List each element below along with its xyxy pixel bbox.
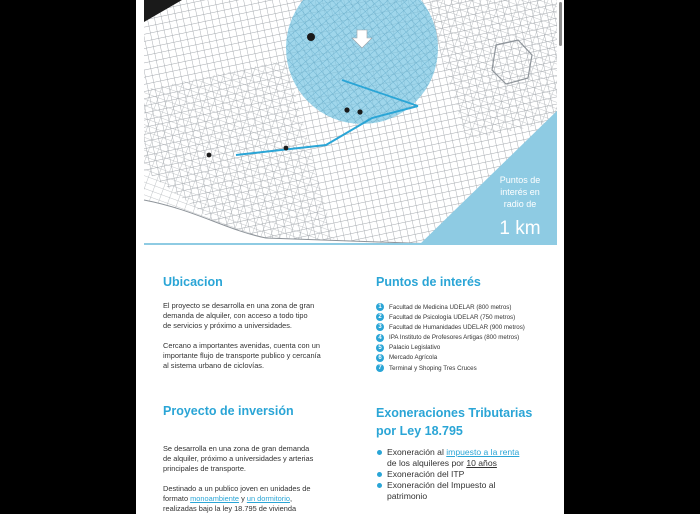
text-fragment: , (289, 494, 293, 503)
text-fragment: formato (163, 494, 191, 503)
location-map (136, 0, 564, 245)
text-line: importante flujo de transporte publico y cercanía (163, 351, 321, 360)
text-fragment: y (239, 494, 247, 503)
tax-list (376, 447, 558, 502)
poi-item (376, 302, 556, 312)
inversion-text (163, 444, 363, 514)
poi-number: 2 (376, 313, 384, 321)
text-line: de alquiler, próximo a universidades y arterias (163, 454, 314, 463)
text-fragment: Exoneración al (387, 447, 447, 457)
text-line: Se desarrolla en una zona de gran demanda (163, 444, 310, 453)
scrollbar-thumb[interactable] (559, 2, 562, 46)
text-line: Cercano a importantes avenidas, cuenta con un (163, 341, 320, 350)
ubicacion-text (163, 301, 363, 381)
highlight-dormitorio: un dormitorio (246, 494, 290, 503)
poi-label: IPA Instituto de Profesores Artigas (800 metros) (389, 334, 520, 342)
poi-label: Mercado Agrícola (389, 354, 438, 362)
poi-label: Facultad de Psicología UDELAR (750 metros) (389, 313, 516, 321)
map-caption (484, 174, 556, 242)
poi-label: Facultad de Medicina UDELAR (800 metros) (389, 303, 512, 311)
poi-marker (284, 146, 289, 151)
text-fragment: Exoneración del ITP (387, 469, 465, 479)
bullet-icon (377, 483, 382, 488)
poi-item (376, 343, 556, 353)
poi-number: 7 (376, 364, 384, 372)
poi-number: 1 (376, 303, 384, 311)
caption-line: radio de (503, 199, 537, 209)
text-line: de servicios y próximo a universidades. (163, 321, 292, 330)
text-line: al sistema urbano de ciclovías. (163, 361, 265, 370)
poi-marker (307, 33, 315, 41)
tax-item (376, 447, 558, 469)
poi-label: Facultad de Humanidades UDELAR (900 metros) (389, 323, 525, 331)
poi-item (376, 363, 556, 373)
brochure-page (136, 0, 564, 514)
inversion-title: Proyecto de inversión (163, 404, 294, 418)
ubicacion-title: Ubicacion (163, 275, 223, 289)
highlight-years: 10 años (466, 458, 497, 468)
text-line: Destinado a un publico joven en unidades de (163, 484, 311, 493)
poi-item (376, 322, 556, 332)
inversion-paragraph (163, 484, 363, 514)
ubicacion-paragraph (163, 341, 363, 371)
tax-item (376, 469, 558, 480)
poi-label: Terminal y Shoping Tres Cruces (389, 364, 477, 372)
poi-number: 3 (376, 323, 384, 331)
poi-list (376, 302, 556, 373)
highlight-impuesto: impuesto a la renta (446, 447, 520, 457)
poi-marker (207, 153, 212, 158)
title-line: por Ley 18.795 (376, 424, 463, 438)
caption-line: Puntos de (499, 175, 541, 185)
text-fragment: de los alquileres por (387, 458, 467, 468)
tax-item (376, 480, 558, 502)
poi-marker (344, 107, 349, 112)
exoneraciones-title (376, 404, 532, 440)
poi-label: Palacio Legislativo (389, 344, 441, 352)
puntos-title: Puntos de interés (376, 275, 481, 289)
text-line: demanda de alquiler, con acceso a todo tipo (163, 311, 308, 320)
poi-number: 4 (376, 334, 384, 342)
ubicacion-paragraph (163, 301, 363, 331)
text-fragment: patrimonio (387, 491, 428, 501)
poi-number: 6 (376, 354, 384, 362)
scrollbar-track[interactable] (557, 0, 564, 514)
text-fragment: Exoneración del Impuesto al (387, 480, 496, 490)
caption-distance: 1 km (499, 218, 541, 239)
caption-line: interés en (500, 187, 540, 197)
poi-item (376, 353, 556, 363)
poi-item (376, 333, 556, 343)
text-line: El proyecto se desarrolla en una zona de gran (163, 301, 315, 310)
title-line: Exoneraciones Tributarias (376, 406, 533, 420)
poi-item (376, 312, 556, 322)
highlight-monoambiente: monoambiente (190, 494, 240, 503)
text-line: realizadas bajo la ley 18.795 de vivienda (163, 504, 297, 513)
text-line: principales de transporte. (163, 464, 246, 473)
bullet-icon (377, 472, 382, 477)
poi-number: 5 (376, 344, 384, 352)
poi-marker (357, 109, 362, 114)
inversion-paragraph (163, 444, 363, 474)
bullet-icon (377, 450, 382, 455)
